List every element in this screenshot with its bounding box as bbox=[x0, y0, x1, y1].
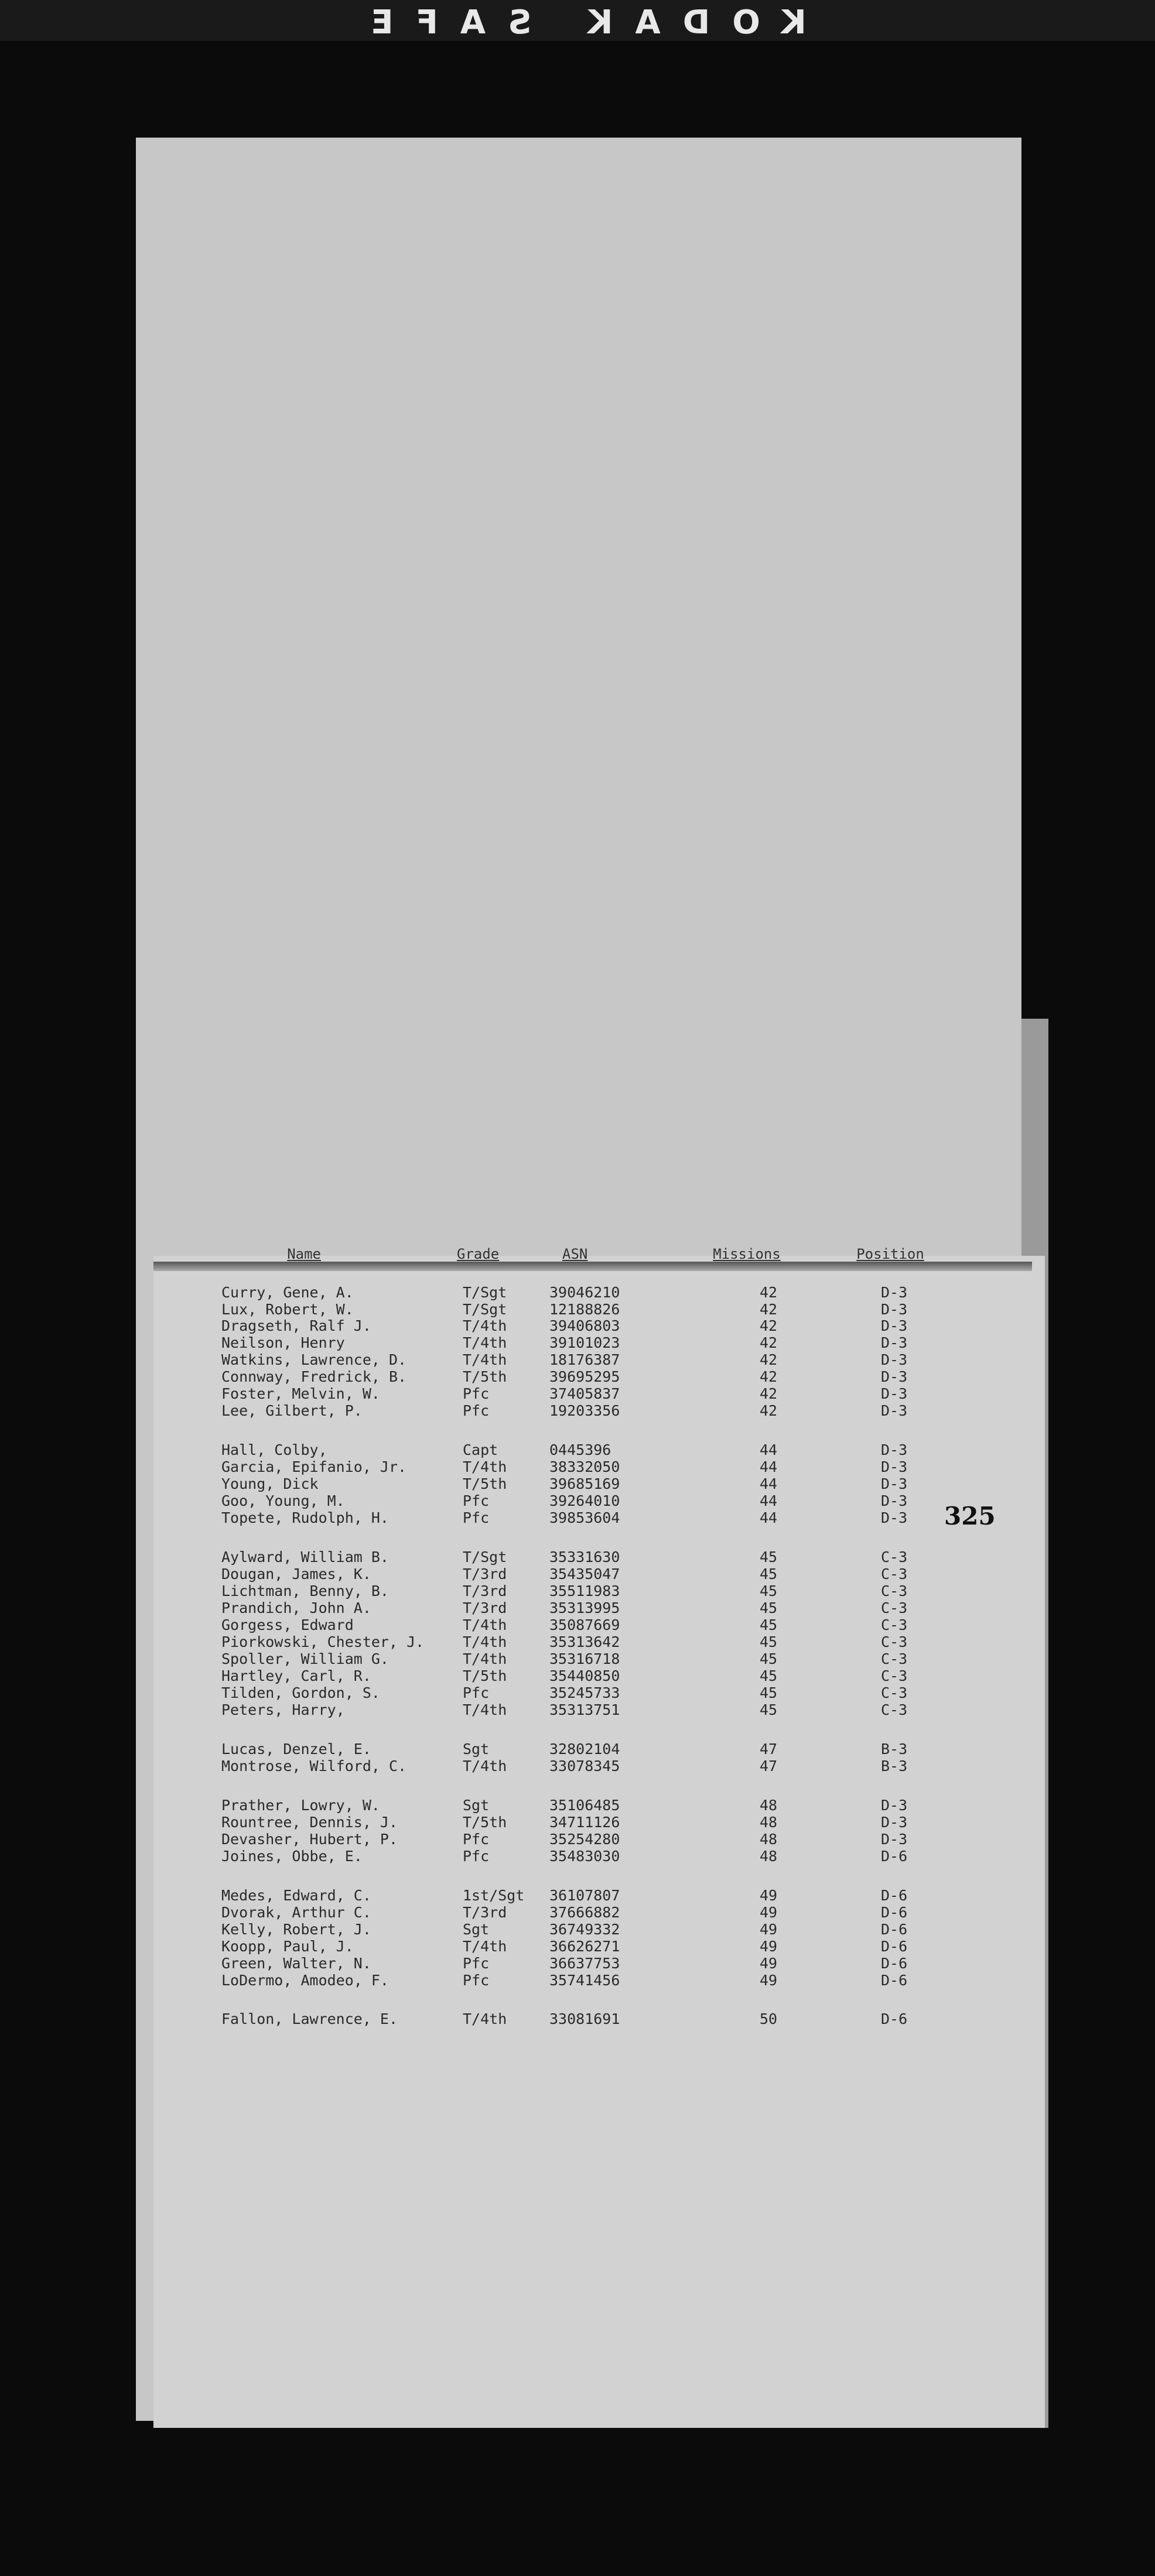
row-name: Spoller, William G. bbox=[221, 1650, 389, 1667]
row-name: Prather, Lowry, W. bbox=[221, 1797, 380, 1814]
row-name: Watkins, Lawrence, D. bbox=[221, 1351, 407, 1368]
row-missions: 47 bbox=[759, 1758, 778, 1775]
table-row bbox=[0, 1301, 1155, 1318]
row-asn: 35440850 bbox=[549, 1667, 620, 1684]
table-row bbox=[0, 1650, 1155, 1668]
row-grade: T/3rd bbox=[463, 1904, 507, 1921]
row-grade: T/4th bbox=[463, 1458, 507, 1475]
row-grade: Pfc bbox=[463, 1684, 490, 1701]
table-row bbox=[0, 1616, 1155, 1634]
row-grade: Pfc bbox=[463, 1509, 490, 1526]
row-name: Tilden, Gordon, S. bbox=[221, 1684, 380, 1701]
row-position: D-3 bbox=[881, 1509, 908, 1526]
row-asn: 39406803 bbox=[549, 1317, 620, 1334]
row-position: D-3 bbox=[881, 1475, 908, 1492]
row-name: Topete, Rudolph, H. bbox=[221, 1509, 389, 1526]
row-grade: T/3rd bbox=[463, 1566, 507, 1582]
row-asn: 19203356 bbox=[549, 1402, 620, 1419]
row-asn: 39853604 bbox=[549, 1509, 620, 1526]
row-name: Lux, Robert, W. bbox=[221, 1301, 354, 1318]
row-position: D-3 bbox=[881, 1351, 908, 1368]
row-position: C-3 bbox=[881, 1633, 908, 1650]
table-row bbox=[0, 1475, 1155, 1493]
table-row bbox=[0, 1701, 1155, 1719]
row-position: D-6 bbox=[881, 1972, 908, 1989]
film-edge-text: KODAK SAFE bbox=[348, 4, 807, 42]
table-row bbox=[0, 1582, 1155, 1600]
header-asn: ASN bbox=[562, 1246, 588, 1262]
row-name: Joines, Obbe, E. bbox=[221, 1848, 363, 1865]
table-row bbox=[0, 1972, 1155, 1989]
row-grade: Pfc bbox=[463, 1972, 490, 1989]
table-row bbox=[0, 1458, 1155, 1476]
row-name: Koopp, Paul, J. bbox=[221, 1938, 354, 1955]
row-asn: 35245733 bbox=[549, 1684, 620, 1701]
row-missions: 44 bbox=[759, 1458, 778, 1475]
table-row bbox=[0, 1441, 1155, 1459]
row-missions: 45 bbox=[759, 1582, 778, 1599]
row-asn: 35316718 bbox=[549, 1650, 620, 1667]
row-name: Prandich, John A. bbox=[221, 1599, 371, 1616]
row-name: Piorkowski, Chester, J. bbox=[221, 1633, 425, 1650]
row-missions: 49 bbox=[759, 1955, 778, 1972]
film-bottom-edge bbox=[0, 2428, 1155, 2576]
row-missions: 48 bbox=[759, 1848, 778, 1865]
row-position: C-3 bbox=[881, 1582, 908, 1599]
row-asn: 35511983 bbox=[549, 1582, 620, 1599]
row-asn: 36749332 bbox=[549, 1921, 620, 1938]
row-missions: 44 bbox=[759, 1509, 778, 1526]
table-row bbox=[0, 1317, 1155, 1335]
row-asn: 35106485 bbox=[549, 1797, 620, 1814]
row-grade: T/4th bbox=[463, 1938, 507, 1955]
table-row bbox=[0, 1566, 1155, 1583]
row-asn: 18176387 bbox=[549, 1351, 620, 1368]
row-position: C-3 bbox=[881, 1684, 908, 1701]
row-name: Gorgess, Edward bbox=[221, 1616, 354, 1633]
row-position: C-3 bbox=[881, 1599, 908, 1616]
row-asn: 39685169 bbox=[549, 1475, 620, 1492]
row-grade: T/3rd bbox=[463, 1599, 507, 1616]
row-grade: T/4th bbox=[463, 1334, 507, 1351]
row-missions: 45 bbox=[759, 1667, 778, 1684]
header-name: Name bbox=[287, 1246, 321, 1262]
row-asn: 35254280 bbox=[549, 1831, 620, 1848]
row-name: Dvorak, Arthur C. bbox=[221, 1904, 371, 1921]
row-position: D-3 bbox=[881, 1368, 908, 1385]
row-name: Fallon, Lawrence, E. bbox=[221, 2010, 398, 2027]
table-row bbox=[0, 1741, 1155, 1758]
row-grade: 1st/Sgt bbox=[463, 1887, 525, 1904]
row-grade: T/4th bbox=[463, 1701, 507, 1718]
table-row bbox=[0, 1887, 1155, 1904]
row-name: Green, Walter, N. bbox=[221, 1955, 371, 1972]
row-missions: 42 bbox=[759, 1284, 778, 1301]
row-missions: 42 bbox=[759, 1368, 778, 1385]
row-position: D-3 bbox=[881, 1301, 908, 1318]
row-asn: 36637753 bbox=[549, 1955, 620, 1972]
row-asn: 35313642 bbox=[549, 1633, 620, 1650]
row-asn: 35313751 bbox=[549, 1701, 620, 1718]
row-position: D-3 bbox=[881, 1385, 908, 1402]
row-position: D-3 bbox=[881, 1797, 908, 1814]
row-position: D-3 bbox=[881, 1492, 908, 1509]
row-grade: Pfc bbox=[463, 1402, 490, 1419]
film-edge bbox=[0, 0, 1155, 41]
row-missions: 44 bbox=[759, 1492, 778, 1509]
row-name: Foster, Melvin, W. bbox=[221, 1385, 380, 1402]
row-asn: 38332050 bbox=[549, 1458, 620, 1475]
row-name: LoDermo, Amodeo, F. bbox=[221, 1972, 389, 1989]
row-asn: 0445396 bbox=[549, 1441, 611, 1458]
row-grade: Pfc bbox=[463, 1831, 490, 1848]
row-asn: 35483030 bbox=[549, 1848, 620, 1865]
table-row bbox=[0, 1402, 1155, 1420]
table-row bbox=[0, 1549, 1155, 1566]
header-missions: Missions bbox=[713, 1246, 781, 1262]
row-missions: 50 bbox=[759, 2010, 778, 2027]
table-row bbox=[0, 1633, 1155, 1651]
row-position: D-3 bbox=[881, 1402, 908, 1419]
row-missions: 44 bbox=[759, 1441, 778, 1458]
row-missions: 45 bbox=[759, 1633, 778, 1650]
row-name: Dougan, James, K. bbox=[221, 1566, 371, 1582]
row-asn: 35435047 bbox=[549, 1566, 620, 1582]
table-row bbox=[0, 1684, 1155, 1702]
row-asn: 34711126 bbox=[549, 1814, 620, 1831]
row-missions: 49 bbox=[759, 1921, 778, 1938]
row-missions: 47 bbox=[759, 1741, 778, 1758]
row-missions: 42 bbox=[759, 1317, 778, 1334]
row-asn: 39695295 bbox=[549, 1368, 620, 1385]
table-row bbox=[0, 1831, 1155, 1848]
row-position: D-3 bbox=[881, 1458, 908, 1475]
row-position: C-3 bbox=[881, 1701, 908, 1718]
row-missions: 49 bbox=[759, 1904, 778, 1921]
row-position: D-3 bbox=[881, 1441, 908, 1458]
row-position: D-3 bbox=[881, 1284, 908, 1301]
row-name: Peters, Harry, bbox=[221, 1701, 345, 1718]
row-missions: 42 bbox=[759, 1351, 778, 1368]
table-row bbox=[0, 1904, 1155, 1921]
table-row bbox=[0, 1368, 1155, 1386]
row-missions: 45 bbox=[759, 1566, 778, 1582]
row-name: Kelly, Robert, J. bbox=[221, 1921, 371, 1938]
row-missions: 44 bbox=[759, 1475, 778, 1492]
row-asn: 32802104 bbox=[549, 1741, 620, 1758]
row-name: Lichtman, Benny, B. bbox=[221, 1582, 389, 1599]
row-grade: Pfc bbox=[463, 1492, 490, 1509]
row-grade: T/5th bbox=[463, 1814, 507, 1831]
row-missions: 45 bbox=[759, 1701, 778, 1718]
row-name: Rountree, Dennis, J. bbox=[221, 1814, 398, 1831]
page-number: 325 bbox=[944, 1502, 996, 1530]
table-row bbox=[0, 1921, 1155, 1938]
row-grade: Capt bbox=[463, 1441, 498, 1458]
row-grade: T/4th bbox=[463, 1317, 507, 1334]
row-missions: 48 bbox=[759, 1814, 778, 1831]
header-position: Position bbox=[856, 1246, 924, 1262]
row-name: Lee, Gilbert, P. bbox=[221, 1402, 363, 1419]
row-position: B-3 bbox=[881, 1741, 908, 1758]
row-grade: T/3rd bbox=[463, 1582, 507, 1599]
row-asn: 12188826 bbox=[549, 1301, 620, 1318]
row-name: Lucas, Denzel, E. bbox=[221, 1741, 371, 1758]
row-asn: 37405837 bbox=[549, 1385, 620, 1402]
row-missions: 45 bbox=[759, 1616, 778, 1633]
row-asn: 35331630 bbox=[549, 1549, 620, 1566]
row-name: Goo, Young, M. bbox=[221, 1492, 345, 1509]
row-grade: T/5th bbox=[463, 1475, 507, 1492]
row-grade: Pfc bbox=[463, 1955, 490, 1972]
row-position: D-6 bbox=[881, 2010, 908, 2027]
table-row bbox=[0, 1797, 1155, 1814]
row-grade: T/4th bbox=[463, 2010, 507, 2027]
row-asn: 33081691 bbox=[549, 2010, 620, 2027]
row-grade: T/4th bbox=[463, 1633, 507, 1650]
row-missions: 42 bbox=[759, 1334, 778, 1351]
row-missions: 45 bbox=[759, 1650, 778, 1667]
row-missions: 49 bbox=[759, 1887, 778, 1904]
row-name: Young, Dick bbox=[221, 1475, 319, 1492]
row-name: Neilson, Henry bbox=[221, 1334, 345, 1351]
row-grade: T/4th bbox=[463, 1758, 507, 1775]
row-asn: 39264010 bbox=[549, 1492, 620, 1509]
row-position: C-3 bbox=[881, 1566, 908, 1582]
row-grade: Sgt bbox=[463, 1741, 490, 1758]
row-grade: Pfc bbox=[463, 1848, 490, 1865]
row-missions: 42 bbox=[759, 1301, 778, 1318]
row-position: D-6 bbox=[881, 1921, 908, 1938]
row-missions: 48 bbox=[759, 1797, 778, 1814]
row-asn: 35741456 bbox=[549, 1972, 620, 1989]
table-row bbox=[0, 1848, 1155, 1865]
row-position: B-3 bbox=[881, 1758, 908, 1775]
row-position: D-6 bbox=[881, 1904, 908, 1921]
row-position: D-3 bbox=[881, 1317, 908, 1334]
row-grade: Pfc bbox=[463, 1385, 490, 1402]
row-name: Connway, Fredrick, B. bbox=[221, 1368, 407, 1385]
row-position: D-3 bbox=[881, 1334, 908, 1351]
row-asn: 35313995 bbox=[549, 1599, 620, 1616]
row-position: D-6 bbox=[881, 1887, 908, 1904]
row-missions: 45 bbox=[759, 1684, 778, 1701]
row-missions: 49 bbox=[759, 1938, 778, 1955]
row-name: Aylward, William B. bbox=[221, 1549, 389, 1566]
table-row bbox=[0, 1599, 1155, 1617]
row-missions: 42 bbox=[759, 1385, 778, 1402]
table-row bbox=[0, 1351, 1155, 1369]
row-position: D-3 bbox=[881, 1814, 908, 1831]
row-missions: 45 bbox=[759, 1549, 778, 1566]
row-position: C-3 bbox=[881, 1549, 908, 1566]
row-grade: T/Sgt bbox=[463, 1549, 507, 1566]
row-name: Devasher, Hubert, P. bbox=[221, 1831, 398, 1848]
table-row bbox=[0, 1758, 1155, 1775]
row-missions: 42 bbox=[759, 1402, 778, 1419]
table-row bbox=[0, 1814, 1155, 1831]
table-row bbox=[0, 1938, 1155, 1955]
row-asn: 36107807 bbox=[549, 1887, 620, 1904]
row-position: D-3 bbox=[881, 1831, 908, 1848]
fold-shadow bbox=[153, 1262, 1032, 1271]
row-name: Dragseth, Ralf J. bbox=[221, 1317, 371, 1334]
row-asn: 39101023 bbox=[549, 1334, 620, 1351]
row-position: D-6 bbox=[881, 1938, 908, 1955]
row-missions: 49 bbox=[759, 1972, 778, 1989]
row-grade: T/Sgt bbox=[463, 1284, 507, 1301]
row-asn: 39046210 bbox=[549, 1284, 620, 1301]
header-grade: Grade bbox=[457, 1246, 500, 1262]
row-missions: 48 bbox=[759, 1831, 778, 1848]
table-row bbox=[0, 1385, 1155, 1403]
row-asn: 33078345 bbox=[549, 1758, 620, 1775]
row-position: D-6 bbox=[881, 1955, 908, 1972]
row-name: Montrose, Wilford, C. bbox=[221, 1758, 407, 1775]
row-position: C-3 bbox=[881, 1667, 908, 1684]
row-grade: T/4th bbox=[463, 1650, 507, 1667]
row-position: D-6 bbox=[881, 1848, 908, 1865]
table-row bbox=[0, 1334, 1155, 1352]
row-grade: T/Sgt bbox=[463, 1301, 507, 1318]
table-row bbox=[0, 1284, 1155, 1301]
row-asn: 36626271 bbox=[549, 1938, 620, 1955]
row-missions: 45 bbox=[759, 1599, 778, 1616]
row-name: Curry, Gene, A. bbox=[221, 1284, 354, 1301]
row-grade: T/5th bbox=[463, 1667, 507, 1684]
row-grade: T/4th bbox=[463, 1351, 507, 1368]
row-name: Medes, Edward, C. bbox=[221, 1887, 371, 1904]
table-row bbox=[0, 2010, 1155, 2028]
row-position: C-3 bbox=[881, 1616, 908, 1633]
row-grade: T/5th bbox=[463, 1368, 507, 1385]
row-grade: Sgt bbox=[463, 1797, 490, 1814]
row-asn: 37666882 bbox=[549, 1904, 620, 1921]
row-name: Hartley, Carl, R. bbox=[221, 1667, 371, 1684]
row-grade: T/4th bbox=[463, 1616, 507, 1633]
table-row bbox=[0, 1667, 1155, 1685]
row-asn: 35087669 bbox=[549, 1616, 620, 1633]
row-name: Garcia, Epifanio, Jr. bbox=[221, 1458, 407, 1475]
row-name: Hall, Colby, bbox=[221, 1441, 327, 1458]
table-row bbox=[0, 1955, 1155, 1972]
row-grade: Sgt bbox=[463, 1921, 490, 1938]
row-position: C-3 bbox=[881, 1650, 908, 1667]
